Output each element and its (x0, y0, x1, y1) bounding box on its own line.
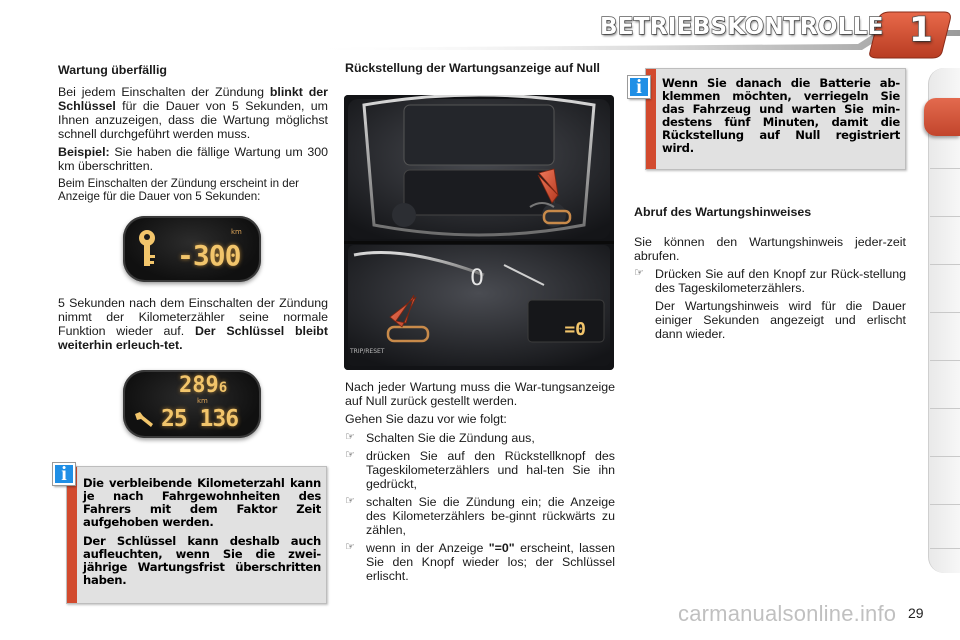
info-stripe (67, 467, 77, 603)
info-box-battery (645, 68, 906, 170)
watermark: carmanualsonline.info (678, 601, 897, 626)
left-column (58, 63, 328, 207)
key-icon (135, 228, 159, 270)
info-icon: i (53, 463, 75, 485)
section-heading: Abruf des Wartungshinweises (634, 205, 812, 219)
tab-active[interactable] (924, 98, 960, 136)
step-item: ☞ Drücken Sie auf den Knopf zur Rück-stellung des Tageskilometerzählers. (634, 266, 906, 296)
paragraph: Bei jedem Einschalten der Zündung blinkt der Schlüssel für die Dauer von 5 Sekunden, um Ihnen anzuzeigen, dass die Wartung möglichst schnell durchgeführt werden muss. (58, 85, 328, 142)
unit-label: km (197, 397, 208, 405)
unit-label: km (231, 228, 242, 236)
tab-divider (930, 264, 960, 265)
chapter-tabs (924, 68, 960, 573)
paragraph: 5 Sekunden nach dem Einschalten der Zündung nimmt der Kilometerzähler seine normale Funktion wieder auf. Der Schlüssel bleibt weiterhin erleuch-tet. (58, 296, 329, 353)
paragraph: Nach jeder Wartung muss die War-tungsanzeige auf Null zurück gestellt werden. (345, 380, 615, 409)
pointing-hand-icon: ☞ (345, 430, 355, 444)
step-item: ☞ schalten Sie die Zündung ein; die Anzeige des Kilometerzählers be-ginnt rückwärts zu zählen, (345, 494, 615, 538)
tab-divider (930, 504, 960, 505)
trip-reset-label: TRIP/RESET (350, 348, 385, 355)
right-column (634, 205, 906, 345)
paragraph: Beim Einschalten der Zündung erscheint in der Anzeige für die Dauer von 5 Sekunden: (58, 177, 300, 204)
service-overdue-value: -300 (177, 239, 241, 272)
tab-divider (930, 312, 960, 313)
instrument-cluster-photo (344, 95, 614, 370)
odometer-display-normal (123, 370, 261, 438)
middle-column (345, 62, 615, 83)
paragraph: Sie können den Wartungshinweis jeder-zeit abrufen. (634, 235, 906, 264)
odometer-value: 25 136 (161, 406, 239, 432)
pointing-hand-icon: ☞ (345, 494, 355, 508)
section-heading: Rückstellung der Wartungsanzeige auf Null (345, 61, 600, 75)
section-heading: Wartung überfällig (58, 63, 167, 77)
speed-marking: 0 (470, 266, 484, 291)
tab-rail (928, 68, 960, 573)
tab-divider (930, 216, 960, 217)
chapter-number: 1 (909, 10, 933, 50)
pointing-hand-icon: ☞ (345, 448, 355, 462)
paragraph: Gehen Sie dazu vor wie folgt: (345, 412, 507, 427)
step-item: ☞ wenn in der Anzeige "=0" erscheint, lassen Sie den Knopf wieder los; der Schlüssel erlischt. (345, 540, 615, 584)
pointing-hand-icon: ☞ (634, 266, 644, 280)
tab-divider (930, 408, 960, 409)
wrench-icon (133, 410, 155, 428)
paragraph: Der Wartungshinweis wird für die Dauer einiger Sekunden angezeigt und erlischt dann wieder. (655, 299, 906, 342)
cluster-illustration (344, 95, 614, 370)
info-text: Die verbleibende Kilometerzahl kann je nach Fahrgewohnheiten des Fahrers mit dem Faktor Zeit aufgehoben werden. Der Schlüssel kann deshalb auch aufleuchten, wenn Sie die zwei-jährige Wartungsfrist überschritten haben. (83, 476, 321, 587)
step-item: ☞ drücken Sie auf den Rückstellknopf des Tageskilometerzählers und hal-ten Sie ihn gedrückt, (345, 448, 615, 492)
paragraph: Beispiel: Sie haben die fällige Wartung um 300 km überschritten. (58, 145, 328, 174)
info-box-remaining-km (66, 466, 327, 604)
info-icon: i (628, 76, 650, 98)
tab-divider (930, 548, 960, 549)
tab-divider (930, 360, 960, 361)
tab-divider (930, 456, 960, 457)
step-item: ☞ Schalten Sie die Zündung aus, (345, 430, 535, 446)
tab-divider (930, 168, 960, 169)
left-column-cont (58, 296, 328, 356)
page-number: 29 (908, 605, 924, 621)
reset-display-value: =0 (564, 319, 586, 340)
chapter-title: BETRIEBSKONTROLLE (600, 14, 884, 40)
info-text: Wenn Sie danach die Batterie ab-klemmen möchten, verriegeln Sie das Fahrzeug und warten Sie min-destens fünf Minuten, damit die Rückstellung auf Null registriert wird. (662, 76, 900, 155)
odometer-display-warning (123, 216, 261, 282)
middle-column-cont (345, 380, 615, 587)
trip-value: 2896 (179, 373, 228, 398)
pointing-hand-icon: ☞ (345, 540, 355, 554)
